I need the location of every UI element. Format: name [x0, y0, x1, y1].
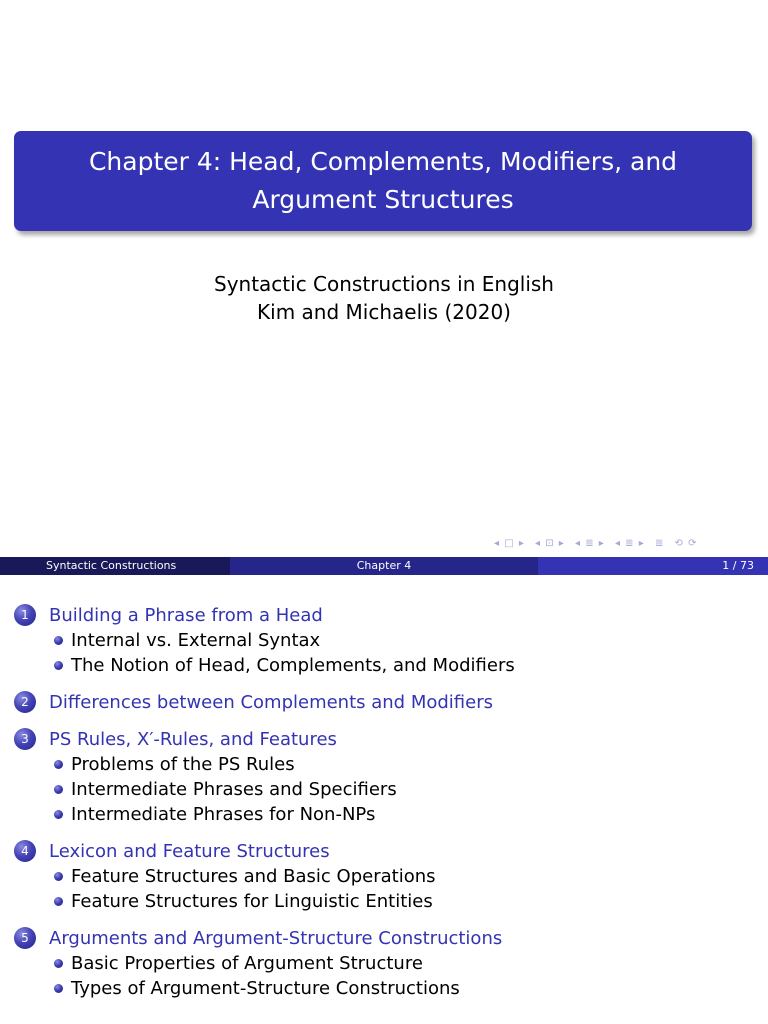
section-title[interactable]: Building a Phrase from a Head [49, 604, 323, 626]
subsection-item[interactable] [14, 628, 754, 653]
subsection-item[interactable] [14, 889, 754, 914]
title-box [14, 131, 752, 231]
footer-bar [0, 557, 768, 575]
nav-frame-icon[interactable]: ◂ □ ▸ [494, 538, 525, 549]
bullet-icon [54, 636, 63, 645]
bullet-icon [54, 785, 63, 794]
section-title[interactable]: PS Rules, X′-Rules, and Features [49, 728, 337, 750]
footer-title: Syntactic Constructions [0, 557, 230, 575]
subsection-title[interactable]: Feature Structures and Basic Operations [71, 866, 436, 887]
subsection-title[interactable]: Types of Argument-Structure Constructions [71, 978, 460, 999]
navigation-controls [494, 538, 703, 549]
section-title[interactable]: Differences between Complements and Modifiers [49, 691, 493, 713]
slide-title: Chapter 4: Head, Complements, Modifiers, and Argument Structures [88, 147, 678, 214]
bullet-icon [54, 661, 63, 670]
section-title[interactable]: Lexicon and Feature Structures [49, 840, 330, 862]
subsection-item[interactable] [14, 976, 754, 1001]
bullet-icon [54, 959, 63, 968]
outline-section [14, 602, 754, 678]
nav-subsection-list-icon[interactable]: ◂ ≣ ▸ [614, 538, 645, 549]
subtitle-block [0, 270, 768, 326]
outline-section-heading[interactable] [14, 726, 754, 752]
subsection-item[interactable] [14, 653, 754, 678]
subsection-item[interactable] [14, 777, 754, 802]
nav-toc-icon[interactable]: ≣ [654, 538, 665, 549]
nav-subsection-icon[interactable]: ◂ ⊡ ▸ [535, 538, 565, 549]
bullet-icon [54, 897, 63, 906]
section-number-badge: 5 [14, 927, 36, 949]
subsection-title[interactable]: Basic Properties of Argument Structure [71, 953, 423, 974]
subsection-title[interactable]: The Notion of Head, Complements, and Modifiers [71, 655, 515, 676]
nav-search-icon[interactable]: ⟲ ⟳ [674, 538, 698, 549]
subsection-title[interactable]: Intermediate Phrases and Specifiers [71, 779, 397, 800]
footer-page-number: 1 / 73 [538, 557, 768, 575]
section-title[interactable]: Arguments and Argument-Structure Constructions [49, 927, 503, 949]
subsection-title[interactable]: Feature Structures for Linguistic Entities [71, 891, 433, 912]
section-number-badge: 1 [14, 604, 36, 626]
subsection-item[interactable] [14, 802, 754, 827]
section-number-badge: 3 [14, 728, 36, 750]
subsection-item[interactable] [14, 864, 754, 889]
bullet-icon [54, 810, 63, 819]
outline-section [14, 689, 754, 715]
outline-section [14, 726, 754, 827]
subsection-title[interactable]: Intermediate Phrases for Non-NPs [71, 804, 376, 825]
subtitle-line-1: Syntactic Constructions in English [214, 272, 554, 296]
section-number-badge: 2 [14, 691, 36, 713]
subsection-item[interactable] [14, 752, 754, 777]
bullet-icon [54, 872, 63, 881]
nav-section-icon[interactable]: ◂ ≣ ▸ [575, 538, 605, 549]
subsection-title[interactable]: Internal vs. External Syntax [71, 630, 321, 651]
subtitle-line-2: Kim and Michaelis (2020) [257, 300, 511, 324]
bullet-icon [54, 760, 63, 769]
subsection-title[interactable]: Problems of the PS Rules [71, 754, 295, 775]
outline-section-heading[interactable] [14, 838, 754, 864]
outline-section-heading[interactable] [14, 925, 754, 951]
bullet-icon [54, 984, 63, 993]
outline-section [14, 925, 754, 1001]
subsection-item[interactable] [14, 951, 754, 976]
outline [14, 602, 754, 1012]
outline-section-heading[interactable] [14, 689, 754, 715]
outline-section [14, 838, 754, 914]
outline-section-heading[interactable] [14, 602, 754, 628]
section-number-badge: 4 [14, 840, 36, 862]
footer-chapter: Chapter 4 [230, 557, 538, 575]
